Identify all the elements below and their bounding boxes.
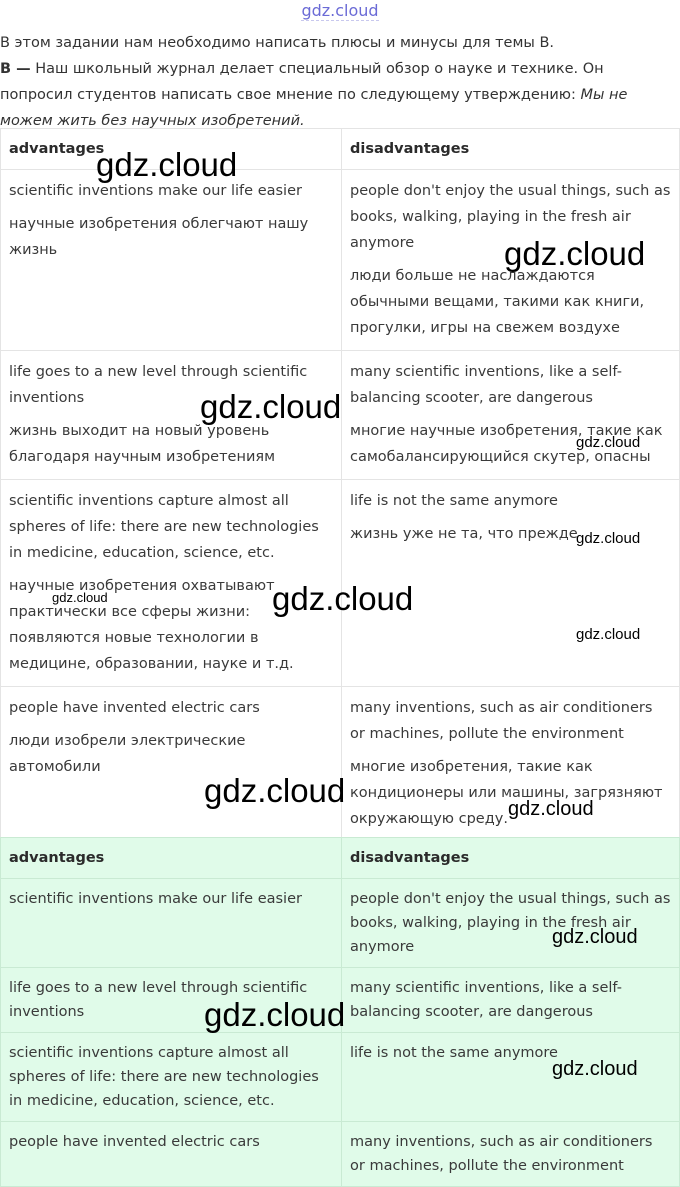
- watermark: gdz.cloud: [552, 926, 638, 948]
- advantage-ru: научные изобретения охватывают практически все сферы жизни: появляются новые технологии в медицине, образовании, науке и т.д.: [9, 578, 294, 672]
- disadvantage-ru: жизнь уже не та, что прежде: [350, 526, 578, 542]
- table-header-row: [1, 838, 680, 879]
- task-text: Наш школьный журнал делает специальный обзор о науке и технике. Он попросил студентов написать свое мнение по следующему утверждению:: [0, 61, 604, 103]
- watermark: gdz.cloud: [576, 434, 641, 451]
- watermark: gdz.cloud: [576, 626, 641, 643]
- watermark: gdz.cloud: [200, 388, 342, 425]
- table-row: [1, 351, 680, 480]
- intro-lead: В этом задании нам необходимо написать плюсы и минусы для темы B.: [0, 35, 555, 51]
- advantage-ru: люди изобрели электрические автомобили: [9, 733, 246, 775]
- watermark: gdz.cloud: [96, 146, 238, 183]
- advantage-cell: [1, 687, 342, 842]
- table-row: [1, 879, 680, 968]
- site-header[interactable]: [0, 0, 680, 24]
- disadvantage-en: people don't enjoy the usual things, such as books, walking, playing in the fresh air anymore: [350, 183, 671, 251]
- table-row: [1, 1033, 680, 1122]
- column-header-disadvantages: disadvantages: [342, 838, 680, 879]
- advantage-cell: scientific inventions capture almost all spheres of life: there are new technologies in medicine, education, science, etc.: [1, 1033, 342, 1122]
- task-statement: Мы не можем жить без научных изобретений.: [0, 87, 628, 129]
- advantage-cell: [1, 480, 342, 687]
- disadvantage-ru: люди больше не наслаждаются обычными вещами, такими как книги, прогулки, игры на свежем воздухе: [350, 268, 645, 336]
- advantage-ru: научные изобретения облегчают нашу жизнь: [9, 216, 309, 258]
- disadvantage-cell: many scientific inventions, like a self-balancing scooter, are dangerous: [342, 968, 680, 1033]
- task-letter: B —: [0, 61, 31, 77]
- watermark: gdz.cloud: [52, 590, 108, 605]
- site-logo-link[interactable]: gdz.cloud: [301, 1, 379, 20]
- advantage-en: scientific inventions capture almost all spheres of life: there are new technologies in medicine, education, science, etc.: [9, 493, 319, 561]
- table-row: [1, 480, 680, 687]
- table-row: [1, 968, 680, 1033]
- pros-cons-table-answer: [0, 837, 680, 1187]
- intro-text: [0, 24, 680, 134]
- disadvantage-cell: people don't enjoy the usual things, such as books, walking, playing in the fresh air anymore: [342, 879, 680, 968]
- disadvantage-ru: многие изобретения, такие как кондиционеры или машины, загрязняют окружающую среду.: [350, 759, 663, 827]
- advantage-ru: жизнь выходит на новый уровень благодаря научным изобретениям: [9, 423, 276, 465]
- column-header-advantages: advantages: [1, 838, 342, 879]
- disadvantage-cell: many inventions, such as air conditioners or machines, pollute the environment: [342, 1122, 680, 1187]
- disadvantage-ru: многие научные изобретения, такие как самобалансирующийся скутер, опасны: [350, 423, 663, 465]
- advantage-cell: people have invented electric cars: [1, 1122, 342, 1187]
- disadvantage-cell: [342, 480, 680, 687]
- table-row: [1, 170, 680, 351]
- disadvantage-cell: life is not the same anymore: [342, 1033, 680, 1122]
- column-header-advantages: advantages: [1, 129, 342, 170]
- watermark: gdz.cloud: [508, 798, 594, 820]
- table-row: [1, 687, 680, 842]
- advantage-en: life goes to a new level through scientific inventions: [9, 364, 308, 406]
- advantage-cell: [1, 351, 342, 480]
- task-description: [0, 56, 680, 134]
- advantage-en: scientific inventions make our life easier: [9, 183, 302, 199]
- advantage-cell: scientific inventions make our life easier: [1, 879, 342, 968]
- advantage-cell: [1, 170, 342, 351]
- advantage-cell: life goes to a new level through scientific inventions: [1, 968, 342, 1033]
- disadvantage-cell: [342, 687, 680, 842]
- watermark: gdz.cloud: [576, 530, 641, 547]
- watermark: gdz.cloud: [504, 235, 646, 272]
- watermark: gdz.cloud: [272, 580, 414, 617]
- disadvantage-en: many scientific inventions, like a self-balancing scooter, are dangerous: [350, 364, 622, 406]
- pros-cons-table-bilingual: [0, 128, 680, 842]
- advantage-en: people have invented electric cars: [9, 700, 260, 716]
- disadvantage-en: life is not the same anymore: [350, 493, 558, 509]
- watermark: gdz.cloud: [552, 1058, 638, 1080]
- watermark: gdz.cloud: [204, 996, 346, 1033]
- disadvantage-cell: [342, 351, 680, 480]
- disadvantage-en: many inventions, such as air conditioners or machines, pollute the environment: [350, 700, 653, 742]
- column-header-disadvantages: disadvantages: [342, 129, 680, 170]
- table-header-row: [1, 129, 680, 170]
- table-row: [1, 1122, 680, 1187]
- watermark: gdz.cloud: [204, 772, 346, 809]
- disadvantage-cell: [342, 170, 680, 351]
